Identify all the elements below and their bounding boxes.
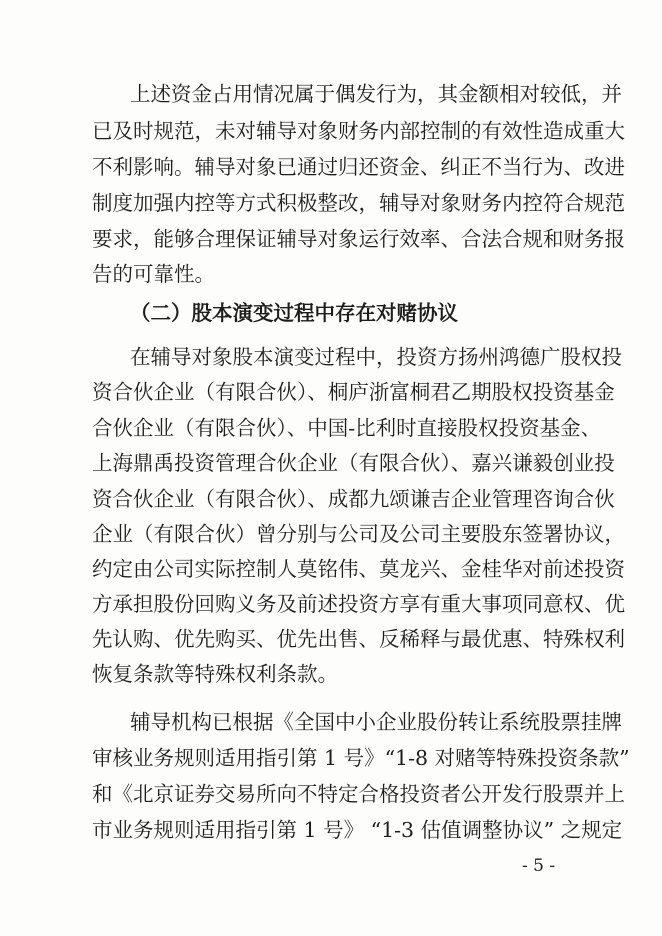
paragraph-2-line-3: 合伙企业（有限合伙）、中国-比利时直接股权投资基金、 [92,416,602,440]
page-number: - 5 - [522,856,556,876]
paragraph-3-line-2: 审核业务规则适用指引第 1 号》“1-8 对赌等特殊投资条款” [92,746,630,770]
paragraph-3-line-4: 市业务规则适用指引第 1 号》 “1-3 估值调整协议” 之规定 [92,818,623,842]
paragraph-1-line-1: 上述资金占用情况属于偶发行为，其金额相对较低，并 [130,82,622,106]
paragraph-2-line-7: 约定由公司实际控制人莫铭伟、莫龙兴、金桂华对前述投资 [92,557,625,581]
paragraph-1-line-4: 制度加强内控等方式积极整改，辅导对象财务内控符合规范 [92,191,625,215]
paragraph-2-line-4: 上海鼎禹投资管理合伙企业（有限合伙）、嘉兴谦毅创业投 [92,451,615,475]
paragraph-2-line-9: 先认购、优先购买、优先出售、反稀释与最优惠、特殊权利 [92,627,625,651]
paragraph-1-line-2: 已及时规范，未对辅导对象财务内部控制的有效性造成重大 [92,119,625,143]
paragraph-1-line-3: 不利影响。辅导对象已通过归还资金、纠正不当行为、改进 [92,155,625,179]
paragraph-2-line-10: 恢复条款等特殊权利条款。 [92,662,338,686]
paragraph-1-line-5: 要求，能够合理保证辅导对象运行效率、合法合规和财务报 [92,227,625,251]
paragraph-2-line-5: 资合伙企业（有限合伙）、成都九颂谦吉企业管理咨询合伙 [92,487,615,511]
paragraph-2-line-8: 方承担股份回购义务及前述投资方享有重大事项同意权、优 [92,592,625,616]
paragraph-1-line-6: 告的可靠性。 [92,262,215,286]
paragraph-3-line-3: 和《北京证券交易所向不特定合格投资者公开发行股票并上 [92,782,625,806]
paragraph-3-line-1: 辅导机构已根据《全国中小企业股份转让系统股票挂牌 [130,710,622,734]
paragraph-2-line-6: 企业（有限合伙）曾分别与公司及公司主要股东签署协议， [92,522,625,546]
paragraph-2-line-1: 在辅导对象股本演变过程中，投资方扬州鸿德广股权投 [130,345,622,369]
paragraph-2-line-2: 资合伙企业（有限合伙）、桐庐浙富桐君乙期股权投资基金 [92,380,615,404]
section-heading: （二）股本演变过程中存在对赌协议 [130,301,458,325]
